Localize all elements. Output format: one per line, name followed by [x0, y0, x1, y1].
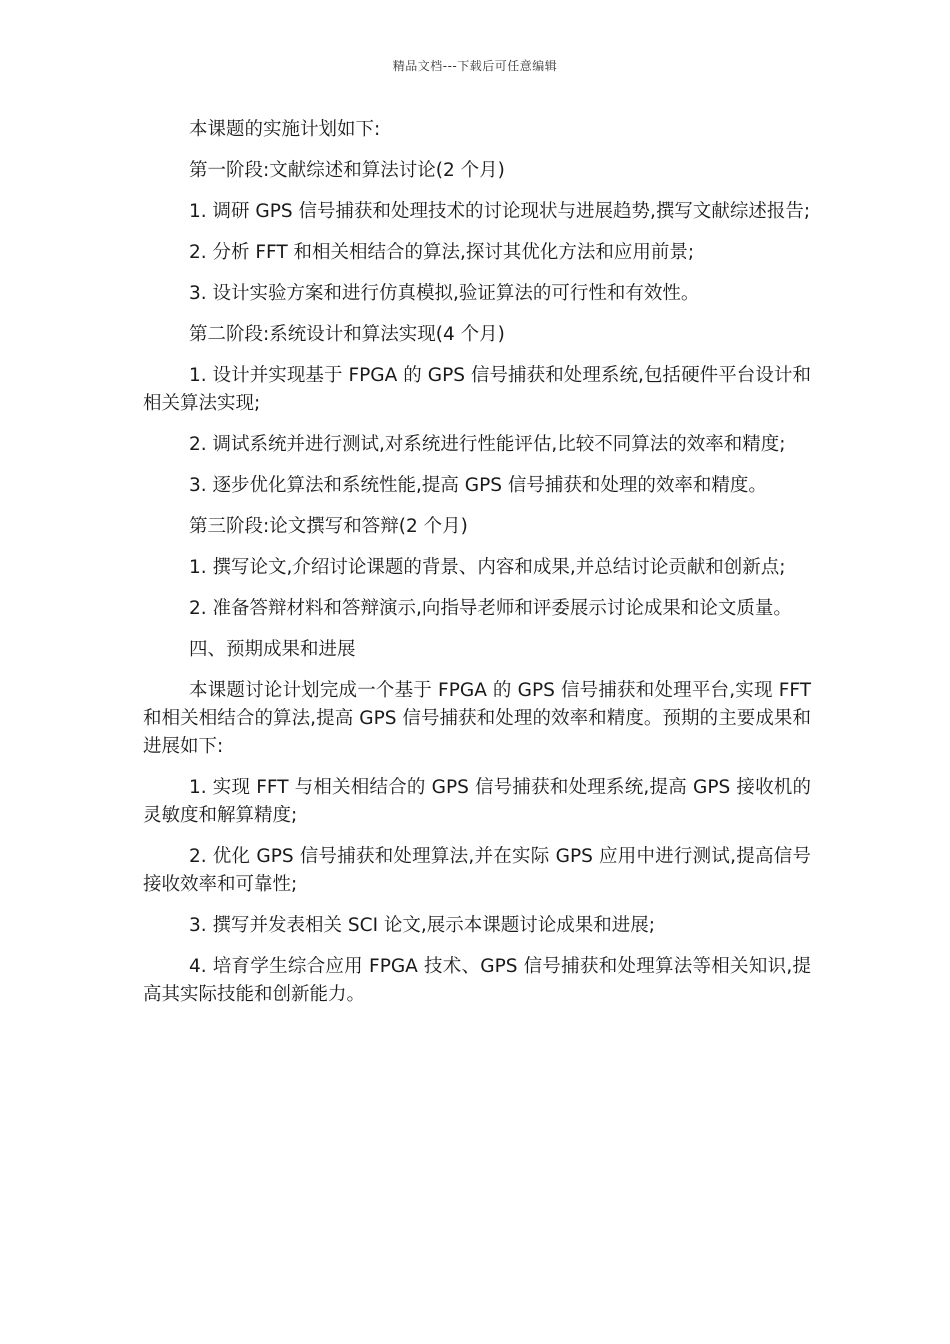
result-item-4: 4. 培育学生综合应用 FPGA 技术、GPS 信号捕获和处理算法等相关知识,提高其实际技能和创新能力。	[143, 956, 811, 1005]
result-item-1: 1. 实现 FFT 与相关相结合的 GPS 信号捕获和处理系统,提高 GPS 接收机的灵敏度和解算精度;	[143, 777, 811, 826]
result-item-2: 2. 优化 GPS 信号捕获和处理算法,并在实际 GPS 应用中进行测试,提高信号接收效率和可靠性;	[143, 846, 811, 895]
document-body	[143, 116, 811, 1022]
phase-2-heading: 第二阶段:系统设计和算法实现(4 个月)	[189, 324, 505, 345]
phase-1-item-2: 2. 分析 FFT 和相关相结合的算法,探讨其优化方法和应用前景;	[189, 242, 695, 263]
phase-1-item-3: 3. 设计实验方案和进行仿真模拟,验证算法的可行性和有效性。	[189, 283, 700, 304]
phase-3-item-1: 1. 撰写论文,介绍讨论课题的背景、内容和成果,并总结讨论贡献和创新点;	[189, 557, 786, 578]
section-4-heading: 四、预期成果和进展	[189, 639, 356, 660]
phase-1-item-1: 1. 调研 GPS 信号捕获和处理技术的讨论现状与进展趋势,撰写文献综述报告;	[189, 201, 811, 222]
phase-3-heading: 第三阶段:论文撰写和答辩(2 个月)	[189, 516, 468, 537]
page-header: 精品文档---下载后可任意编辑	[392, 59, 558, 73]
phase-2-item-1: 1. 设计并实现基于 FPGA 的 GPS 信号捕获和处理系统,包括硬件平台设计和相关算法实现;	[143, 365, 811, 414]
phase-2-item-3: 3. 逐步优化算法和系统性能,提高 GPS 信号捕获和处理的效率和精度。	[189, 475, 767, 496]
phase-3-item-2: 2. 准备答辩材料和答辩演示,向指导老师和评委展示讨论成果和论文质量。	[189, 598, 792, 619]
expected-results-intro: 本课题讨论计划完成一个基于 FPGA 的 GPS 信号捕获和处理平台,实现 FFT 和相关相结合的算法,提高 GPS 信号捕获和处理的效率和精度。预期的主要成果和进展如下:	[143, 680, 811, 757]
phase-1-heading: 第一阶段:文献综述和算法讨论(2 个月)	[189, 160, 505, 181]
plan-intro: 本课题的实施计划如下:	[189, 119, 381, 140]
result-item-3: 3. 撰写并发表相关 SCI 论文,展示本课题讨论成果和进展;	[189, 915, 656, 936]
phase-2-item-2: 2. 调试系统并进行测试,对系统进行性能评估,比较不同算法的效率和精度;	[189, 434, 786, 455]
